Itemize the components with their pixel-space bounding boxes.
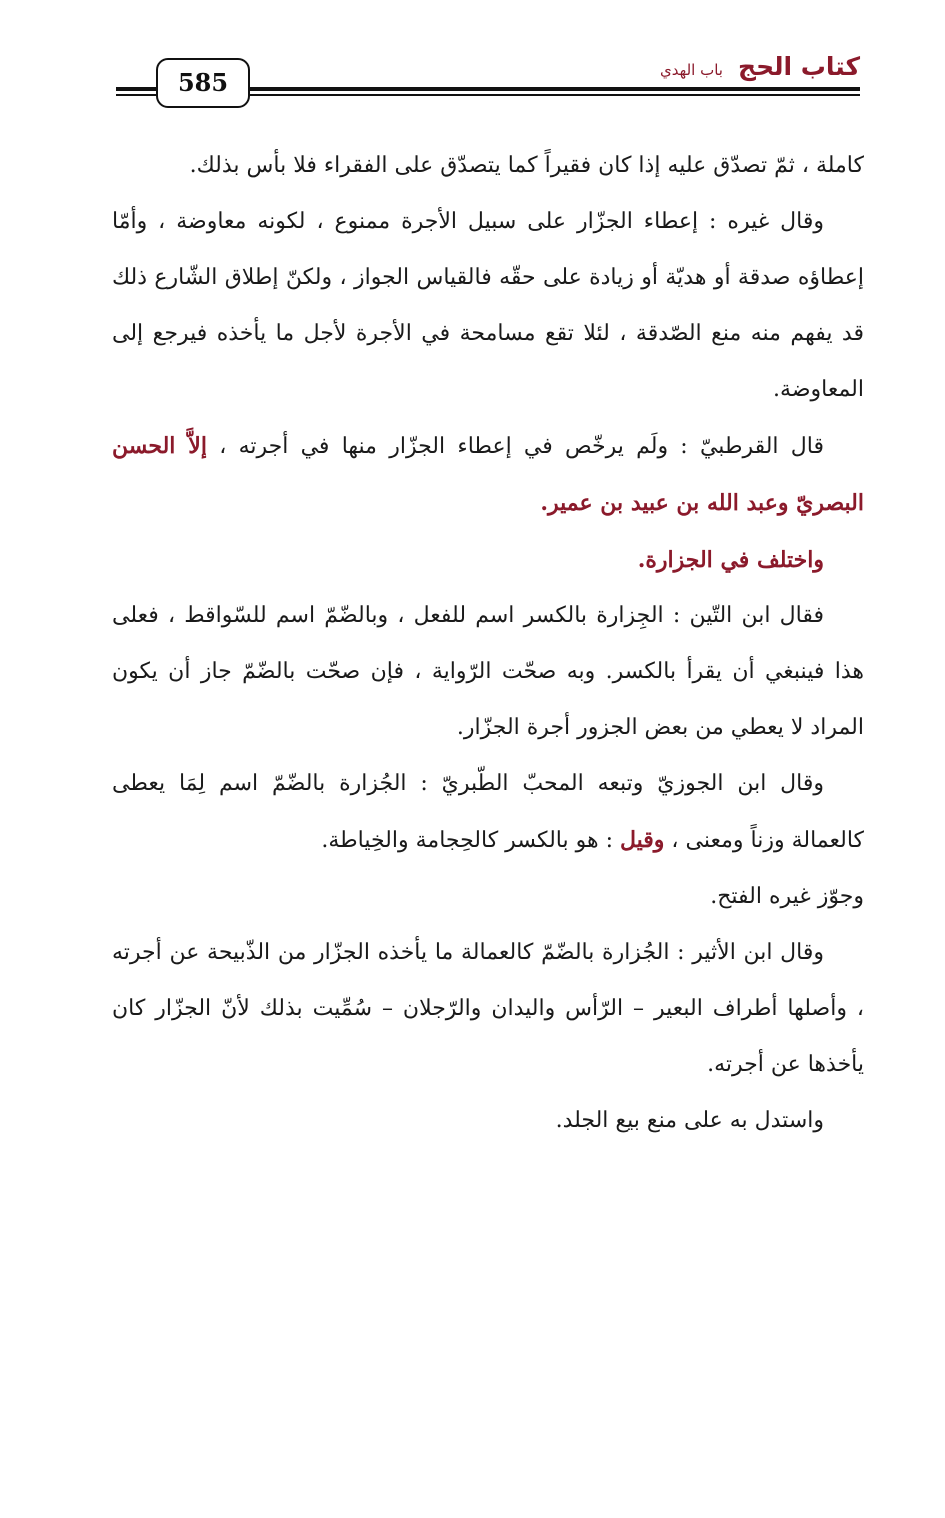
paragraph-3-text: قال القرطبيّ : ولَم يرخّص في إعطاء الجزّار منها في أجرته ، — [206, 434, 824, 459]
chapter-title: باب الهدي — [660, 61, 723, 79]
book-title: كتاب الحج — [738, 52, 860, 81]
paragraph-6-text-start: وقال ابن الجوزيّ وتبعه المحبّ الطّبريّ : الجُزارة بالضّمّ اسم لِمَا يعطى كالعمالة وزناً ومعنى ، — [112, 771, 864, 853]
paragraph-5: فقال ابن التّين : الجِزارة بالكسر اسم للفعل ، وبالضّمّ اسم للسّواقط ، فعلى هذا فينبغي أن يقرأ بالكسر. وبه صحّت الرّواية ، فإن صحّت بالضّمّ جاز أن يكون المراد لا يعطي من بعض الجزور أجرة الجزّار. — [112, 603, 864, 740]
header-titles — [660, 52, 860, 81]
paragraph-3 — [112, 418, 864, 532]
page-number: 585 — [156, 58, 250, 108]
paragraph-6-highlight: وقيل — [619, 827, 665, 853]
page-header — [116, 48, 860, 106]
paragraph-1: كاملة ، ثمّ تصدّق عليه إذا كان فقيراً كما يتصدّق على الفقراء فلا بأس بذلك. — [189, 153, 864, 178]
paragraph-2: وقال غيره : إعطاء الجزّار على سبيل الأجرة ممنوع ، لكونه معاوضة ، وأمّا إعطاؤه صدقة أو هديّة أو زيادة على حقّه فالقياس الجواز ، ولكنّ إطلاق الشّارع ذلك قد يفهم منه منع الصّدقة ، لئلا تقع مسامحة في الأجرة لأجل ما يأخذه فيرجع إلى المعاوضة. — [112, 209, 864, 402]
paragraph-7: وجوّز غيره الفتح. — [710, 884, 864, 909]
paragraph-3-highlight: إلاَّ الحسن البصريّ وعبد الله بن عبيد بن عمير. — [112, 433, 864, 516]
paragraph-8: وقال ابن الأثير : الجُزارة بالضّمّ كالعمالة ما يأخذه الجزّار من الذّبيحة عن أجرته ، وأصلها أطراف البعير – الرّأس واليدان والرّجلان – سُمِّيت بذلك لأنّ الجزّار كان يأخذها عن أجرته. — [112, 940, 864, 1077]
section-heading: واختلف في الجزارة. — [637, 547, 824, 573]
paragraph-6 — [112, 756, 864, 869]
paragraph-6-text-end: : هو بالكسر كالحِجامة والخِياطة. — [321, 828, 620, 853]
paragraph-9: واستدل به على منع بيع الجلد. — [555, 1108, 824, 1133]
page-body — [112, 138, 864, 1149]
